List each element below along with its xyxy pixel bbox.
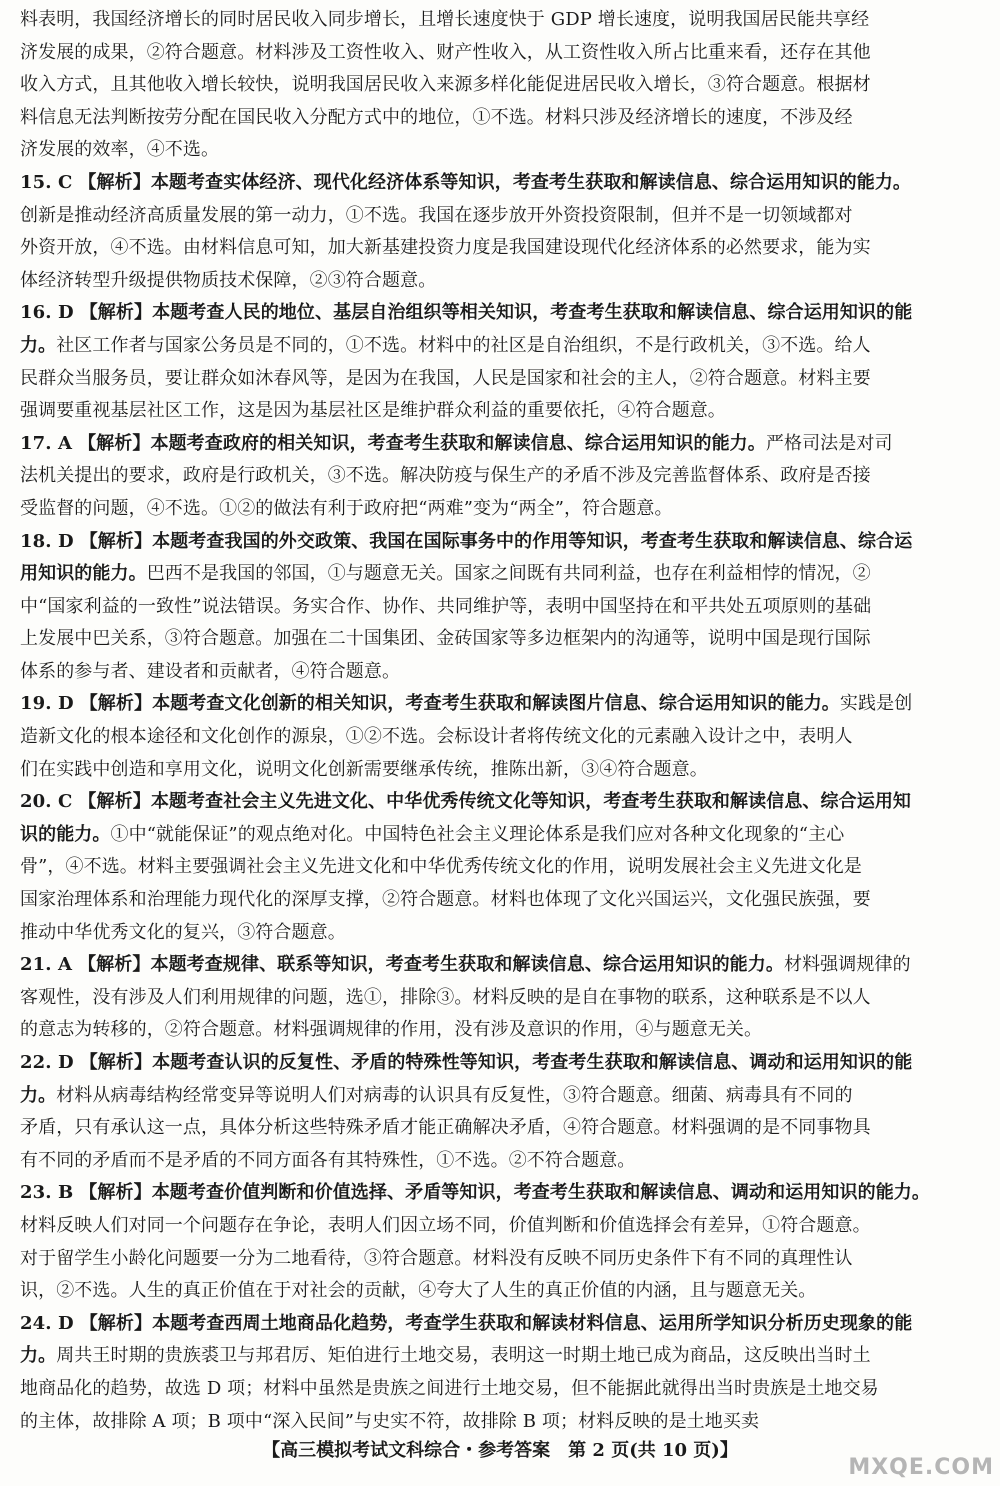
analysis-summary: 本题考查规律、联系等知识，考查考生获取和解读信息、综合运用知识的能力。 — [150, 954, 784, 976]
answer-text-body — [20, 4, 985, 1438]
analysis-tag: 【解析】 — [79, 693, 153, 715]
analysis-summary: 本题考查价值判断和价值选择、矛盾等知识，考查考生获取和解读信息、调动和运用知识的能力。 — [151, 1182, 930, 1204]
analysis-tag: 【解析】 — [79, 302, 153, 324]
question-number: 20. C — [20, 791, 73, 813]
analysis-tag: 【解析】 — [79, 1312, 153, 1334]
analysis-summary-end: 力。 — [20, 1084, 57, 1106]
question-number: 19. D — [20, 693, 74, 715]
analysis-summary: 本题考查实体经济、现代化经济体系等知识，考查考生获取和解读信息、综合运用知识的能力。 — [150, 171, 912, 193]
question-number: 17. A — [20, 432, 73, 454]
answer-item-heading — [20, 786, 985, 819]
analysis-text: 周共王时期的贵族裘卫与邦君厉、矩伯进行土地交易，表明这一时期土地已成为商品，这反映出当时土 — [56, 1345, 871, 1367]
analysis-tag: 【解析】 — [78, 171, 151, 193]
analysis-summary: 本题考查社会主义先进文化、中华优秀传统文化等知识，考查考生获取和解读信息、综合运用知 — [150, 791, 912, 813]
analysis-summary: 本题考查文化创新的相关知识，考查考生获取和解读图片信息、综合运用知识的能力。 — [152, 693, 840, 715]
question-number: 15. C — [20, 171, 73, 193]
answer-item-heading — [20, 949, 985, 982]
answer-text-line: 的意志为转移的，②符合题意。材料强调规律的作用，没有涉及意识的作用，④与题意无关。 — [20, 1019, 763, 1041]
analysis-text: 社区工作者与国家公务员是不同的，①不选。材料中的社区是自治组织，不是行政机关，③不选。给人 — [56, 334, 871, 356]
answer-text-line: 骨”，④不选。材料主要强调社会主义先进文化和中华优秀传统文化的作用，说明发展社会主义先进文化是 — [20, 856, 862, 878]
page-footer: 【高三模拟考试文科综合・参考答案 第 2 页(共 10 页)】 — [262, 1440, 738, 1461]
answer-text-line: 的主体，故排除 A 项；B 项中“深入民间”与史实不符，故排除 B 项；材料反映的是土地买卖 — [20, 1410, 760, 1432]
analysis-tag: 【解析】 — [78, 954, 151, 976]
answer-item-heading — [20, 688, 985, 721]
answer-text-line: 外资开放，④不选。由材料信息可知，加大新基建投资力度是我国建设现代化经济体系的必然要求，能为实 — [20, 237, 871, 259]
answer-text-line — [20, 819, 985, 852]
analysis-tag: 【解析】 — [79, 1182, 152, 1204]
answer-text-line: 法机关提出的要求，政府是行政机关，③不选。解决防疫与保生产的矛盾不涉及完善监督体系、政府是否接 — [20, 465, 871, 487]
answer-text-line: 对于留学生小龄化问题要一分为二地看待，③符合题意。材料没有反映不同历史条件下有不同的真理性认 — [20, 1247, 853, 1269]
answer-text-line — [20, 1340, 985, 1373]
answer-text-line: 体经济转型升级提供物质技术保障，②③符合题意。 — [20, 269, 437, 291]
analysis-summary-end: 力。 — [20, 1345, 57, 1367]
analysis-text: 实践是创 — [839, 693, 913, 715]
answer-item-heading — [20, 1047, 985, 1080]
answer-text-line: 矛盾，只有承认这一点，具体分析这些特殊矛盾才能正确解决矛盾，④符合题意。材料强调的是不同事物具 — [20, 1117, 871, 1139]
answer-text-line: 强调要重视基层社区工作，这是因为基层社区是维护群众利益的重要依托，④符合题意。 — [20, 400, 726, 422]
answer-text-line: 济发展的成果，②符合题意。材料涉及工资性收入、财产性收入，从工资性收入所占比重来看，还存在其他 — [20, 41, 871, 63]
analysis-summary-end: 识的能力。 — [20, 823, 111, 845]
analysis-tag: 【解析】 — [78, 791, 151, 813]
analysis-tag: 【解析】 — [79, 1052, 153, 1073]
analysis-summary: 本题考查认识的反复性、矛盾的特殊性等知识，考查考生获取和解读信息、调动和运用知识的能 — [152, 1052, 913, 1073]
analysis-tag: 【解析】 — [78, 432, 151, 454]
answer-text-line: 客观性，没有涉及人们利用规律的问题，选①，排除③。材料反映的是自在事物的联系，这种联系是不以人 — [20, 986, 871, 1008]
analysis-text: ①中“就能保证”的观点绝对化。中国特色社会主义理论体系是我们应对各种文化现象的“主心 — [110, 823, 845, 845]
answer-item-heading — [20, 1177, 985, 1210]
analysis-text: 巴西不是我国的邻国，①与题意无关。国家之间既有共同利益，也存在利益相悖的情况，② — [146, 563, 871, 585]
answer-text-line: 受监督的问题，④不选。①②的做法有利于政府把“两难”变为“两全”，符合题意。 — [20, 497, 673, 519]
answer-text-line: 创新是推动经济高质量发展的第一动力，①不选。我国在逐步放开外资投资限制，但并不是一切领域都对 — [20, 204, 853, 226]
answer-text-line — [20, 558, 985, 591]
answer-text-line: 料信息无法判断按劳分配在国民收入分配方式中的地位，①不选。材料只涉及经济增长的速度，不涉及经 — [20, 106, 853, 128]
answer-text-line: 收入方式，且其他收入增长较快，说明我国居民收入来源多样化能促进居民收入增长，③符合题意。根据材 — [20, 74, 871, 96]
analysis-tag: 【解析】 — [79, 530, 153, 552]
question-number: 24. D — [20, 1312, 74, 1334]
analysis-summary: 本题考查政府的相关知识，考查考生获取和解读信息、综合运用知识的能力。 — [150, 432, 766, 454]
answer-item-heading — [20, 297, 985, 330]
answer-text-line: 上发展中巴关系，③符合题意。加强在二十国集团、金砖国家等多边框架内的沟通等，说明中国是现行国际 — [20, 628, 871, 650]
analysis-summary-end: 用知识的能力。 — [20, 563, 147, 585]
question-number: 23. B — [20, 1182, 74, 1204]
answer-text-line: 造新文化的根本途径和文化创作的源泉，①②不选。会标设计者将传统文化的元素融入设计之中，表明人 — [20, 726, 853, 748]
answer-text-line: 有不同的矛盾而不是矛盾的不同方面各有其特殊性，①不选。②不符合题意。 — [20, 1149, 636, 1171]
analysis-text: 严格司法是对司 — [765, 432, 893, 454]
question-number: 16. D — [20, 302, 74, 324]
analysis-summary: 本题考查西周土地商品化趋势，考查学生获取和解读材料信息、运用所学知识分析历史现象的能 — [152, 1312, 913, 1334]
site-watermark: MXQE.COM — [848, 1455, 994, 1480]
answer-item-heading — [20, 526, 985, 559]
answer-item-heading — [20, 167, 985, 200]
question-number: 22. D — [20, 1052, 74, 1073]
answer-text-line: 体系的参与者、建设者和贡献者，④符合题意。 — [20, 660, 401, 682]
answer-text-line: 地商品化的趋势，故选 D 项；材料中虽然是贵族之间进行土地交易，但不能据此就得出当时贵族是土地交易 — [20, 1377, 879, 1399]
answer-text-line: 们在实践中创造和享用文化，说明文化创新需要继承传统，推陈出新，③④符合题意。 — [20, 758, 708, 780]
answer-text-line: 识，②不选。人生的真正价值在于对社会的贡献，④夸大了人生的真正价值的内涵，且与题意无关。 — [20, 1280, 817, 1302]
analysis-summary: 本题考查人民的地位、基层自治组织等相关知识，考查考生获取和解读信息、综合运用知识的能 — [152, 302, 913, 324]
analysis-summary-end: 力。 — [20, 334, 57, 356]
answer-text-line: 济发展的效率，④不选。 — [20, 139, 220, 161]
answer-text-line: 民群众当服务员，要让群众如沐春风等，是因为在我国，人民是国家和社会的主人，②符合题意。材料主要 — [20, 367, 871, 389]
answer-text-line: 中“国家利益的一致性”说法错误。务实合作、协作、共同维护等，表明中国坚持在和平共处五项原则的基础 — [20, 595, 872, 617]
analysis-summary: 本题考查我国的外交政策、我国在国际事务中的作用等知识，考查考生获取和解读信息、综合运 — [152, 530, 913, 552]
question-number: 18. D — [20, 530, 74, 552]
answer-text-line: 推动中华优秀文化的复兴，③符合题意。 — [20, 921, 346, 943]
answer-text-line: 料表明，我国经济增长的同时居民收入同步增长，且增长速度快于 GDP 增长速度，说明我国居民能共享经 — [20, 9, 870, 30]
question-number: 21. A — [20, 954, 73, 976]
answer-text-line — [20, 1080, 985, 1113]
answer-item-heading — [20, 1308, 985, 1341]
answer-text-line: 材料反映人们对同一个问题存在争论，表明人们因立场不同，价值判断和价值选择会有差异，①符合题意。 — [20, 1214, 871, 1236]
answer-text-line — [20, 330, 985, 363]
analysis-text: 材料从病毒结构经常变异等说明人们对病毒的认识具有反复性，③符合题意。细菌、病毒具有不同的 — [56, 1084, 853, 1106]
analysis-text: 材料强调规律的 — [783, 954, 911, 976]
answer-text-line: 国家治理体系和治理能力现代化的深厚支撑，②符合题意。材料也体现了文化兴国运兴，文化强民族强，要 — [20, 889, 871, 911]
answer-item-heading — [20, 428, 985, 461]
